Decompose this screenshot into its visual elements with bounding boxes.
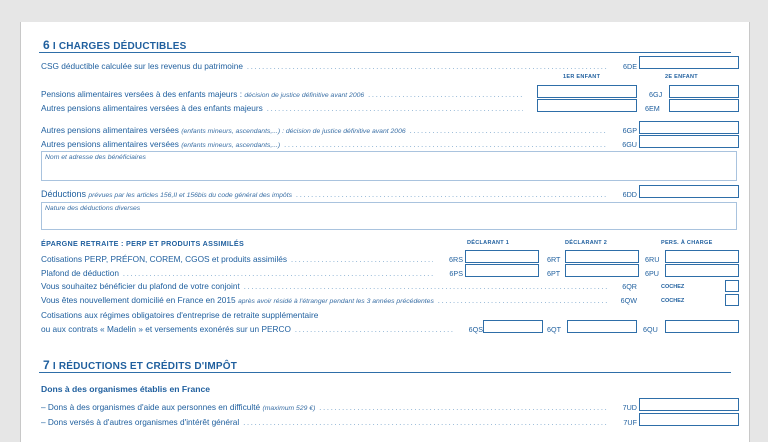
header-2e-enfant: 2E ENFANT <box>665 74 698 80</box>
code-7UD: 7UD <box>622 403 637 412</box>
section-7-title: 7 I RÉDUCTIONS ET CRÉDITS D'IMPÔT <box>43 358 238 372</box>
input-6DE[interactable] <box>639 56 739 69</box>
cochez-6QR: COCHEZ <box>661 284 685 290</box>
code-6DD: 6DD <box>622 190 637 199</box>
code-6QT: 6QT <box>547 325 561 334</box>
checkbox-6QR[interactable] <box>725 280 739 292</box>
checkbox-6QW[interactable] <box>725 294 739 306</box>
code-6EM: 6EM <box>645 104 660 113</box>
pension-majeurs-autres-row: Autres pensions alimentaires versées à des enfants majeurs ..... <box>41 102 553 115</box>
pension-autres-row: Autres pensions alimentaires versées (enfants mineurs, ascendants,...) ..... 6GU <box>41 138 637 151</box>
input-6PS[interactable] <box>465 264 539 277</box>
csg-row: CSG déductible calculée sur les revenus du patrimoine ..... 6DE <box>41 60 637 73</box>
header-declarant-1: DÉCLARANT 1 <box>467 240 510 246</box>
code-6PU: 6PU <box>645 269 659 278</box>
input-7UD[interactable] <box>639 398 739 411</box>
code-6GU: 6GU <box>622 140 637 149</box>
section-6-heading: CHARGES DÉDUCTIBLES <box>58 41 187 52</box>
section-7-heading: RÉDUCTIONS ET CRÉDITS D'IMPÔT <box>58 361 238 372</box>
input-6QS[interactable] <box>483 320 543 333</box>
pension-majeurs-justice-row: Pensions alimentaires versées à des enfants majeurs : décision de justice définitive avant 2006 ..... <box>41 88 553 101</box>
code-6GP: 6GP <box>622 126 637 135</box>
deductions-row: Déductions prévues par les articles 156,II et 156bis du code général des impôts ..... 6DD <box>41 188 637 201</box>
input-6GP[interactable] <box>639 121 739 134</box>
pension-autres-justice-row: Autres pensions alimentaires versées (enfants mineurs, ascendants,...) : décision de justice définitive avant 2006 ..... 6GP <box>41 124 637 137</box>
plafond-conjoint-row: Vous souhaitez bénéficier du plafond de votre conjoint ..... 6QR <box>41 280 637 293</box>
epargne-retraite-title: ÉPARGNE RETRAITE : PERP ET PRODUITS ASSIMILÉS <box>41 239 245 248</box>
domicilie-row: Vous êtes nouvellement domicilié en France en 2015 après avoir résidé à l'étranger pendant les 3 années précédentes ..... 6QW <box>41 294 637 307</box>
code-6QS: 6QS <box>468 325 483 334</box>
input-6RU[interactable] <box>665 250 739 263</box>
input-6RT[interactable] <box>565 250 639 263</box>
code-6QR: 6QR <box>622 282 637 291</box>
dons-interet-row: – Dons versés à d'autres organismes d'intérêt général ..... 7UF <box>41 416 637 429</box>
code-6RT: 6RT <box>547 255 561 264</box>
input-6DD[interactable] <box>639 185 739 198</box>
code-6RS: 6RS <box>449 255 463 264</box>
section-6-number: 6 <box>43 38 50 52</box>
cotisations-obligatoires-line1: Cotisations aux régimes obligatoires d'entreprise de retraite supplémentaire <box>41 310 319 320</box>
code-6PS: 6PS <box>449 269 463 278</box>
code-6QU: 6QU <box>643 325 658 334</box>
input-6QU[interactable] <box>665 320 739 333</box>
input-6GJ[interactable] <box>669 85 739 98</box>
code-6GJ: 6GJ <box>649 90 663 99</box>
section-7-number: 7 <box>43 358 50 372</box>
cotisations-perp-row: Cotisations PERP, PRÉFON, COREM, CGOS et produits assimilés ..... 6RS <box>41 253 463 266</box>
input-6PT[interactable] <box>565 264 639 277</box>
cotisations-obligatoires-row: ou aux contrats « Madelin » et versements exonérés sur un PERCO ..... 6QS <box>41 323 483 336</box>
code-6PT: 6PT <box>547 269 561 278</box>
code-6RU: 6RU <box>645 255 660 264</box>
input-6GI[interactable] <box>537 85 637 98</box>
header-declarant-2: DÉCLARANT 2 <box>565 240 608 246</box>
input-6QT[interactable] <box>567 320 637 333</box>
input-7UF[interactable] <box>639 413 739 426</box>
section-6-title: 6 I CHARGES DÉDUCTIBLES <box>43 38 187 52</box>
code-6QW: 6QW <box>620 296 637 305</box>
beneficiaires-label: Nom et adresse des bénéficiaires <box>45 154 146 161</box>
dons-aide-row: – Dons à des organismes d'aide aux personnes en difficulté (maximum 529 €) ..... 7UD <box>41 401 637 414</box>
plafond-row: Plafond de déduction ..... 6PS <box>41 267 463 280</box>
code-6DE: 6DE <box>623 62 637 71</box>
input-6RS[interactable] <box>465 250 539 263</box>
code-7UF: 7UF <box>623 418 637 427</box>
cochez-6QW: COCHEZ <box>661 298 685 304</box>
nature-deductions-label: Nature des déductions diverses <box>45 205 141 212</box>
input-6EM[interactable] <box>669 99 739 112</box>
input-6EL[interactable] <box>537 99 637 112</box>
input-6PU[interactable] <box>665 264 739 277</box>
section-6-rule <box>39 52 731 53</box>
header-1er-enfant: 1ER ENFANT <box>563 74 601 80</box>
header-pers-a-charge: PERS. À CHARGE <box>661 240 713 246</box>
beneficiaires-field[interactable] <box>41 151 737 181</box>
section-7-rule <box>39 372 731 373</box>
dons-title: Dons à des organismes établis en France <box>41 384 211 394</box>
tax-form-page <box>20 22 750 442</box>
input-6GU[interactable] <box>639 135 739 148</box>
nature-deductions-field[interactable] <box>41 202 737 230</box>
